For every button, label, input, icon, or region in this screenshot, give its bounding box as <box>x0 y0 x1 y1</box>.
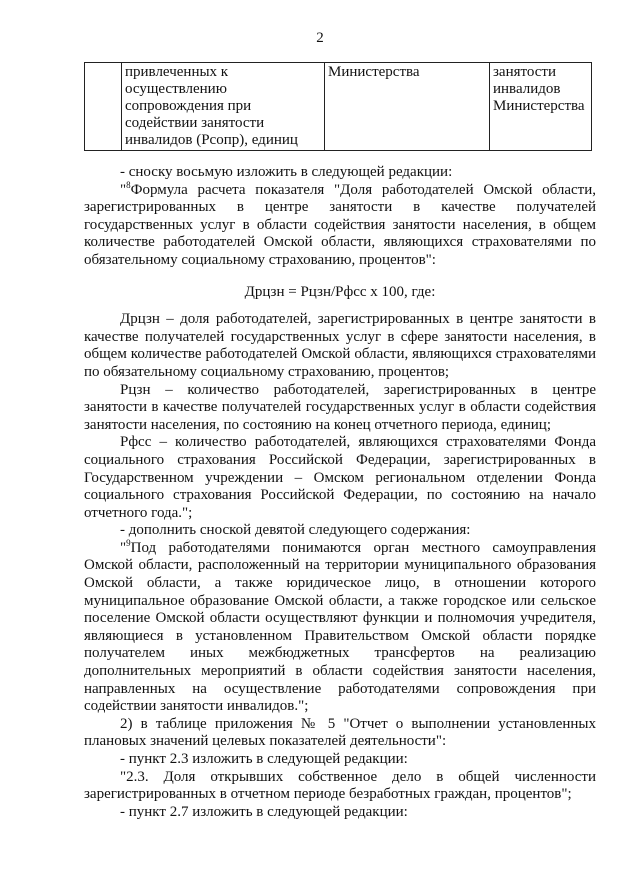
open-quote: " <box>120 539 127 556</box>
table-cell-source <box>325 63 490 151</box>
paragraph: - пункт 2.3 изложить в следующей редакции: <box>120 751 408 767</box>
cell-line: осуществлению <box>125 81 227 97</box>
footnote-8-paragraph <box>84 179 596 270</box>
indicator-table-fragment <box>84 62 592 151</box>
cell-line: занятости <box>493 64 556 80</box>
paragraph: - дополнить сноской девятой следующего содержания: <box>120 522 471 539</box>
cell-line: Министерства <box>328 64 420 80</box>
paragraph: - сноску восьмую изложить в следующей редакции: <box>120 164 453 180</box>
page-number: 2 <box>316 30 324 46</box>
paragraph: 2) в таблице приложения № 5 "Отчет о выполнении установленных плановых значений целевых показателей деятельности": <box>84 715 596 750</box>
table-cell-empty <box>85 63 122 151</box>
cell-line: инвалидов <box>493 81 561 97</box>
footnote-marker: 8 <box>126 179 131 190</box>
cell-line: привлеченных к <box>125 64 229 80</box>
cell-line: Министерства <box>493 98 585 114</box>
paragraph: Рфсс – количество работодателей, являющихся страхователями Фонда социального страхования Российской Федерации, зарегистрированных в Государственном учреждении – Омском региональном отделении Фонда социального страхования Российской Федерации, по состоянию на начало отчетного года."; <box>84 434 596 521</box>
paragraph-text: Формула расчета показателя "Доля работодателей Омской области, зарегистрированных в центре занятости в качестве получателей государственных услуг в области содействия занятости населения, в общем количестве работодателей Омской области, являющихся страхователями по обязательному социальному страхованию, процентов": <box>84 181 596 268</box>
document-body <box>84 164 596 821</box>
cell-line: инвалидов (Рсопр), единиц <box>125 132 298 148</box>
paragraph: - пункт 2.7 изложить в следующей редакции: <box>120 803 408 820</box>
open-quote: " <box>120 181 127 198</box>
footnote-9-paragraph <box>84 537 596 716</box>
cell-line: содействии занятости <box>125 115 265 131</box>
cell-line: сопровождения при <box>125 98 252 114</box>
table-row <box>85 63 592 151</box>
formula: Дрцзн = Рцзн/Рфсс х 100, где: <box>244 283 436 300</box>
paragraph: "2.3. Доля открывших собственное дело в общей численности зарегистрированных в отчетном периоде безработных граждан, процентов"; <box>84 768 596 803</box>
table-cell-responsible <box>490 63 592 151</box>
table-cell-indicator <box>122 63 325 151</box>
paragraph: Рцзн – количество работодателей, зарегистрированных в центре занятости в качестве получателей государственных услуг в области содействия занятости населения, по состоянию на конец отчетного периода, единиц; <box>84 381 596 433</box>
paragraph: Дрцзн – доля работодателей, зарегистрированных в центре занятости в качестве получателей государственных услуг в сфере занятости населения, в общем количестве работодателей Омской области, являющихся страхователями по обязательному социальному страхованию, процентов; <box>84 311 596 380</box>
footnote-marker: 9 <box>126 537 131 548</box>
paragraph-text: Под работодателями понимаются орган местного самоуправления Омской области, расположенный на территории муниципального образования Омской области, а также юридическое лицо, в отношении которого муниципальное образование Омской области, а также городское или сельское поселение Омской области осуществляют функции и полномочия учредителя, являющиеся в установленном Правительством Омской области порядке получателем иных межбюджетных трансфертов на реализацию дополнительных мероприятий в области содействия занятости населения, направленных на осуществление работодателями сопровождения при содействии занятости инвалидов."; <box>84 539 596 715</box>
